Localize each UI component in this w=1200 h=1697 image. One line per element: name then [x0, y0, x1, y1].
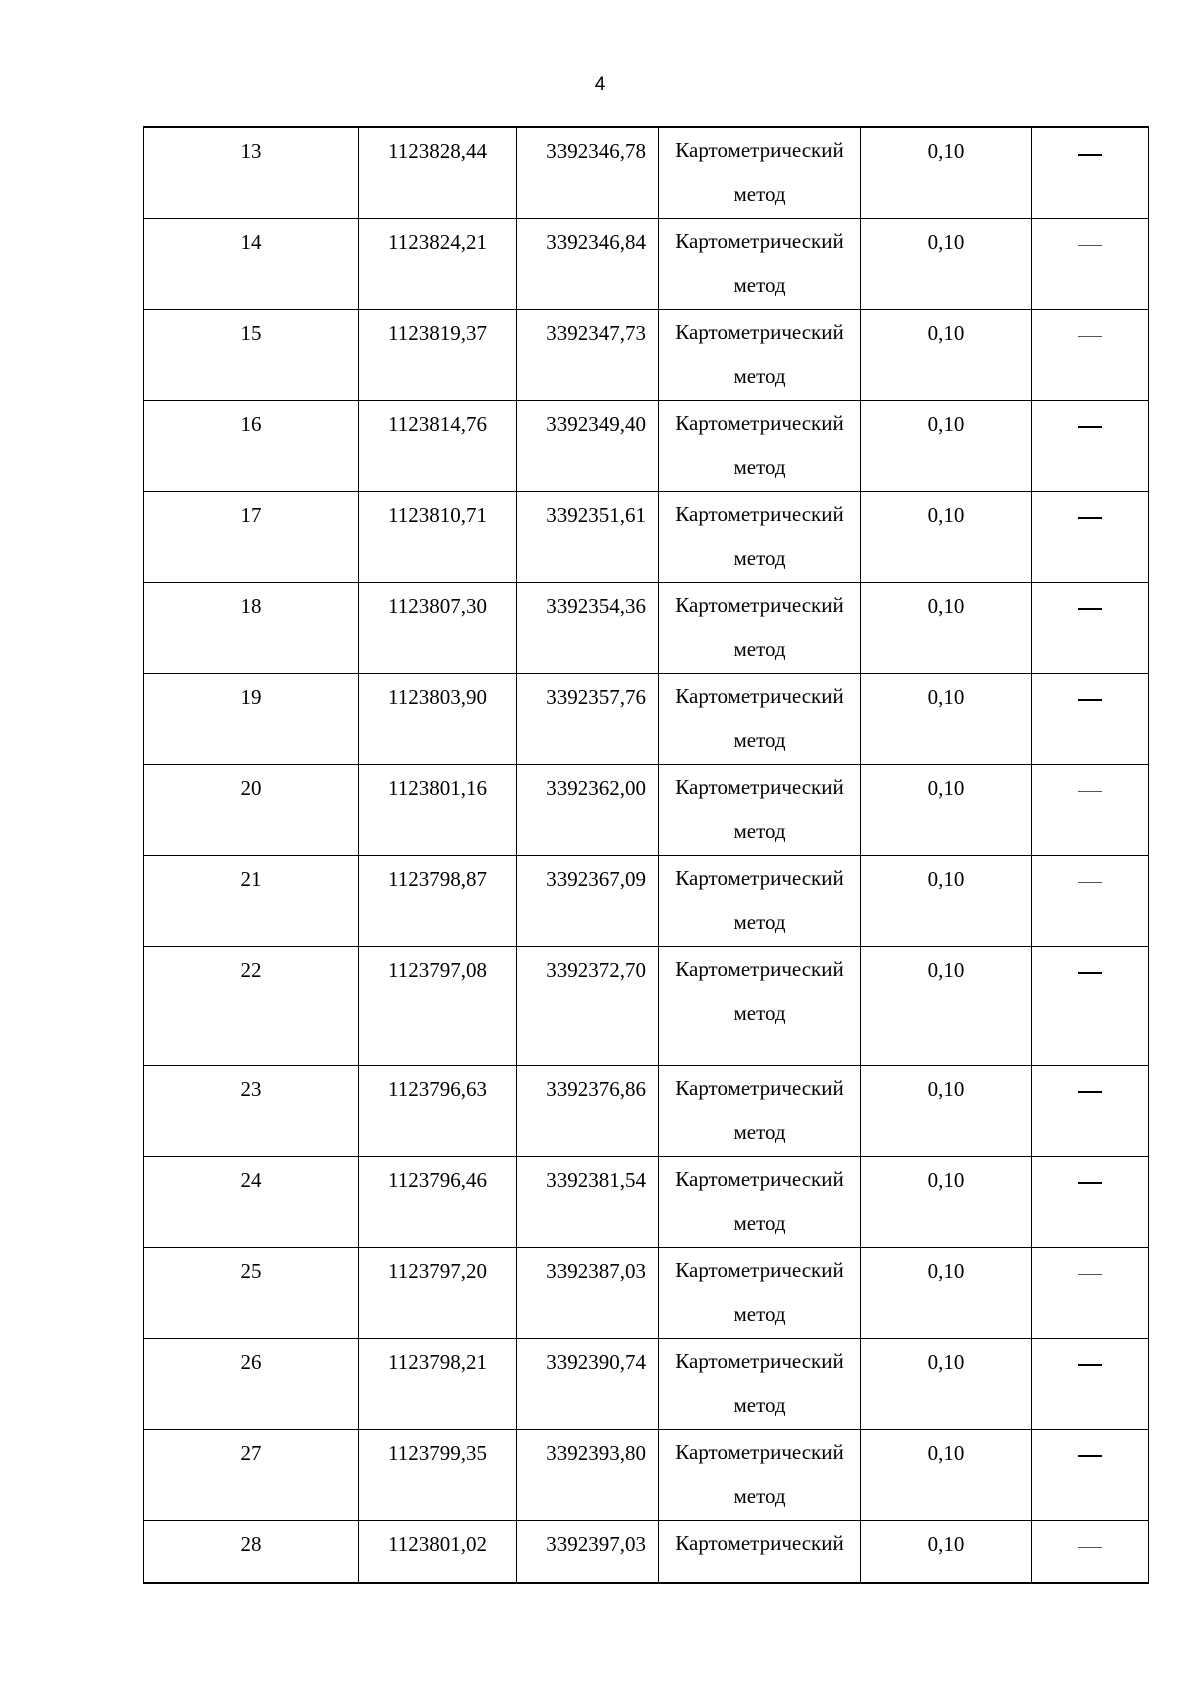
y-coordinate-cell: 3392387,03 [517, 1247, 659, 1338]
accuracy-cell: 0,10 [861, 491, 1032, 582]
dash-cell [1032, 491, 1149, 582]
table-row [144, 1338, 1149, 1429]
method-line-1: Картометрический [675, 683, 844, 708]
accuracy-cell: 0,10 [861, 855, 1032, 946]
method-line-2: метод [733, 363, 786, 388]
dash-mark [1078, 1182, 1102, 1184]
accuracy-cell: 0,10 [861, 1338, 1032, 1429]
x-coordinate-cell: 1123799,35 [359, 1429, 517, 1520]
method-cell [659, 127, 861, 218]
y-coordinate-cell: 3392376,86 [517, 1065, 659, 1156]
dash-cell [1032, 1520, 1149, 1583]
accuracy-cell: 0,10 [861, 1429, 1032, 1520]
method-cell [659, 1065, 861, 1156]
point-number-cell: 19 [144, 673, 359, 764]
dash-mark [1078, 517, 1102, 519]
y-coordinate-cell: 3392346,84 [517, 218, 659, 309]
y-coordinate-cell: 3392354,36 [517, 582, 659, 673]
method-line-1: Картометрический [675, 1166, 844, 1191]
table-row [144, 1156, 1149, 1247]
table-row [144, 218, 1149, 309]
table-row [144, 1247, 1149, 1338]
dash-cell [1032, 855, 1149, 946]
dash-mark [1078, 699, 1102, 701]
dash-mark [1078, 882, 1102, 883]
dash-mark [1078, 245, 1102, 246]
point-number-cell: 22 [144, 946, 359, 1065]
y-coordinate-cell: 3392390,74 [517, 1338, 659, 1429]
dash-cell [1032, 1065, 1149, 1156]
method-line-1: Картометрический [675, 319, 844, 344]
accuracy-cell: 0,10 [861, 764, 1032, 855]
point-number-cell: 25 [144, 1247, 359, 1338]
method-cell [659, 1156, 861, 1247]
method-cell [659, 309, 861, 400]
accuracy-cell: 0,10 [861, 400, 1032, 491]
method-cell [659, 1338, 861, 1429]
method-line-1: Картометрический [675, 1439, 844, 1464]
dash-mark [1078, 336, 1102, 337]
table-row [144, 946, 1149, 1065]
method-line-2: метод [733, 1119, 786, 1144]
table-row [144, 855, 1149, 946]
table-row [144, 582, 1149, 673]
dash-cell [1032, 673, 1149, 764]
dash-mark [1078, 426, 1102, 428]
x-coordinate-cell: 1123797,20 [359, 1247, 517, 1338]
dash-cell [1032, 400, 1149, 491]
table-row [144, 400, 1149, 491]
method-cell [659, 582, 861, 673]
dash-cell [1032, 1156, 1149, 1247]
method-line-1: Картометрический [675, 774, 844, 799]
x-coordinate-cell: 1123810,71 [359, 491, 517, 582]
table-row [144, 1065, 1149, 1156]
method-cell [659, 764, 861, 855]
dash-cell [1032, 127, 1149, 218]
accuracy-cell: 0,10 [861, 582, 1032, 673]
x-coordinate-cell: 1123798,87 [359, 855, 517, 946]
method-cell [659, 400, 861, 491]
method-line-2: метод [733, 909, 786, 934]
dash-mark [1078, 1091, 1102, 1093]
dash-mark [1078, 1364, 1102, 1366]
x-coordinate-cell: 1123824,21 [359, 218, 517, 309]
table-row [144, 491, 1149, 582]
accuracy-cell: 0,10 [861, 1520, 1032, 1583]
point-number-cell: 15 [144, 309, 359, 400]
accuracy-cell: 0,10 [861, 218, 1032, 309]
x-coordinate-cell: 1123801,02 [359, 1520, 517, 1583]
x-coordinate-cell: 1123796,63 [359, 1065, 517, 1156]
table-row [144, 764, 1149, 855]
point-number-cell: 28 [144, 1520, 359, 1583]
y-coordinate-cell: 3392393,80 [517, 1429, 659, 1520]
method-line-1: Картометрический [675, 1348, 844, 1373]
x-coordinate-cell: 1123814,76 [359, 400, 517, 491]
method-line-2: метод [733, 182, 786, 206]
point-number-cell: 27 [144, 1429, 359, 1520]
accuracy-cell: 0,10 [861, 1156, 1032, 1247]
method-line-1: Картометрический [675, 410, 844, 435]
method-line-1: Картометрический [675, 501, 844, 526]
y-coordinate-cell: 3392372,70 [517, 946, 659, 1065]
y-coordinate-cell: 3392357,76 [517, 673, 659, 764]
x-coordinate-cell: 1123819,37 [359, 309, 517, 400]
dash-mark [1078, 1547, 1102, 1548]
point-number-cell: 17 [144, 491, 359, 582]
y-coordinate-cell: 3392362,00 [517, 764, 659, 855]
dash-mark [1078, 154, 1102, 156]
point-number-cell: 14 [144, 218, 359, 309]
dash-mark [1078, 608, 1102, 610]
method-line-2: метод [733, 1000, 786, 1025]
method-line-2: метод [733, 1210, 786, 1235]
dash-mark [1078, 972, 1102, 974]
method-cell [659, 946, 861, 1065]
table-row [144, 309, 1149, 400]
method-line-1: Картометрический [675, 138, 844, 162]
y-coordinate-cell: 3392367,09 [517, 855, 659, 946]
table-row [144, 1429, 1149, 1520]
table-row [144, 127, 1149, 218]
dash-cell [1032, 309, 1149, 400]
method-line-2: метод [733, 818, 786, 843]
coordinates-table [143, 126, 1149, 1584]
table-row [144, 673, 1149, 764]
point-number-cell: 20 [144, 764, 359, 855]
y-coordinate-cell: 3392349,40 [517, 400, 659, 491]
dash-cell [1032, 218, 1149, 309]
method-line-1: Картометрический [675, 1530, 844, 1555]
dash-cell [1032, 582, 1149, 673]
method-cell [659, 491, 861, 582]
point-number-cell: 21 [144, 855, 359, 946]
y-coordinate-cell: 3392347,73 [517, 309, 659, 400]
dash-cell [1032, 1247, 1149, 1338]
method-line-2: метод [733, 636, 786, 661]
dash-cell [1032, 1338, 1149, 1429]
method-line-1: Картометрический [675, 1075, 844, 1100]
method-line-2: метод [733, 545, 786, 570]
point-number-cell: 16 [144, 400, 359, 491]
table-row [144, 1520, 1149, 1583]
dash-cell [1032, 1429, 1149, 1520]
method-line-2: метод [733, 454, 786, 479]
y-coordinate-cell: 3392346,78 [517, 127, 659, 218]
method-cell [659, 1429, 861, 1520]
method-line-1: Картометрический [675, 956, 844, 981]
point-number-cell: 18 [144, 582, 359, 673]
dash-cell [1032, 764, 1149, 855]
method-line-2: метод [733, 727, 786, 752]
page-number: 4 [594, 74, 606, 95]
x-coordinate-cell: 1123807,30 [359, 582, 517, 673]
accuracy-cell: 0,10 [861, 1065, 1032, 1156]
point-number-cell: 13 [144, 127, 359, 218]
dash-mark [1078, 1274, 1102, 1275]
x-coordinate-cell: 1123796,46 [359, 1156, 517, 1247]
x-coordinate-cell: 1123803,90 [359, 673, 517, 764]
point-number-cell: 26 [144, 1338, 359, 1429]
method-line-2: метод [733, 272, 786, 297]
method-cell [659, 673, 861, 764]
method-cell [659, 218, 861, 309]
method-line-2: метод [733, 1392, 786, 1417]
point-number-cell: 23 [144, 1065, 359, 1156]
dash-cell [1032, 946, 1149, 1065]
method-line-2: метод [733, 1301, 786, 1326]
y-coordinate-cell: 3392397,03 [517, 1520, 659, 1583]
method-cell [659, 1520, 861, 1583]
x-coordinate-cell: 1123797,08 [359, 946, 517, 1065]
method-line-1: Картометрический [675, 865, 844, 890]
y-coordinate-cell: 3392381,54 [517, 1156, 659, 1247]
x-coordinate-cell: 1123801,16 [359, 764, 517, 855]
method-line-1: Картометрический [675, 228, 844, 253]
table-body [144, 127, 1149, 1583]
x-coordinate-cell: 1123798,21 [359, 1338, 517, 1429]
accuracy-cell: 0,10 [861, 946, 1032, 1065]
method-cell [659, 855, 861, 946]
method-line-1: Картометрический [675, 592, 844, 617]
method-line-2: метод [733, 1483, 786, 1508]
accuracy-cell: 0,10 [861, 673, 1032, 764]
dash-mark [1078, 791, 1102, 792]
accuracy-cell: 0,10 [861, 1247, 1032, 1338]
dash-mark [1078, 1455, 1102, 1457]
accuracy-cell: 0,10 [861, 127, 1032, 218]
y-coordinate-cell: 3392351,61 [517, 491, 659, 582]
point-number-cell: 24 [144, 1156, 359, 1247]
accuracy-cell: 0,10 [861, 309, 1032, 400]
x-coordinate-cell: 1123828,44 [359, 127, 517, 218]
method-cell [659, 1247, 861, 1338]
method-line-1: Картометрический [675, 1257, 844, 1282]
